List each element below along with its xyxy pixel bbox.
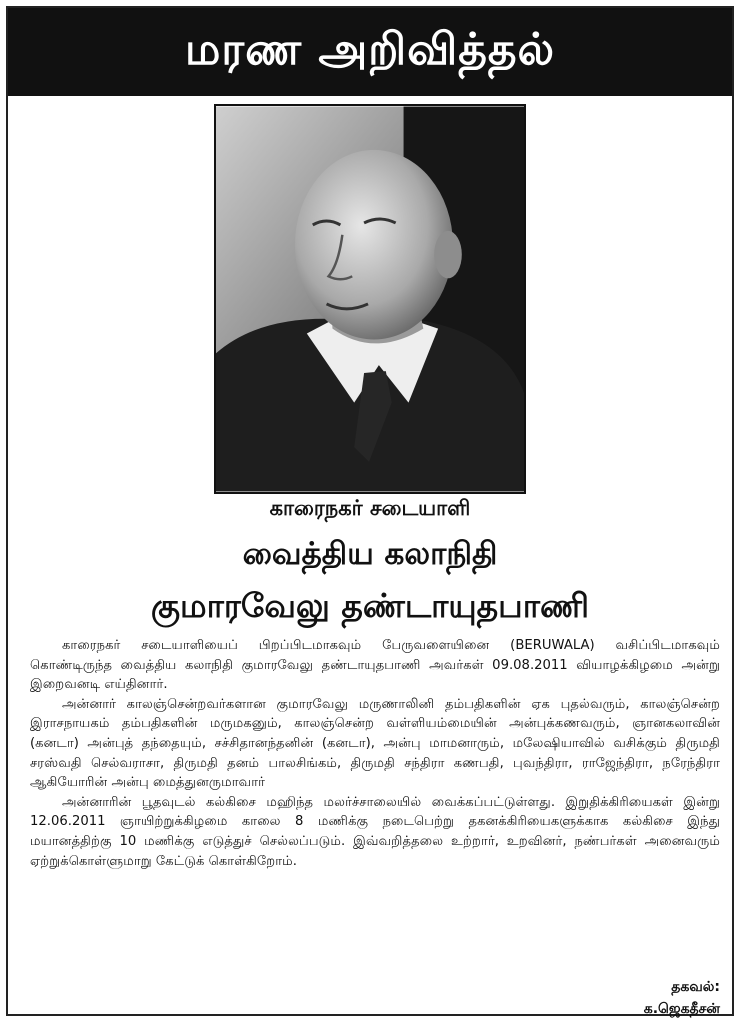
notice-body	[30, 636, 720, 871]
native-place: காரைநகர் சடையாளி	[269, 496, 471, 520]
signature-block	[644, 976, 720, 1020]
obituary-notice	[6, 6, 734, 1016]
portrait-image	[216, 106, 524, 492]
deceased-title: வைத்திய கலாநிதி	[242, 536, 498, 572]
body-paragraph: காரைநகர் சடையாளியைப் பிறப்பிடமாகவும் பேருவளையினை (BERUWALA) வசிப்பிடமாகவும் கொண்டிருந்த வைத்திய கலாநிதி குமாரவேலு தண்டாயுதபாணி அவர்கள் 09.08.2011 வியாழக்கிழமை அன்று இறைவனடி எய்தினார்.	[30, 638, 720, 693]
signature-label: தகவல்:	[671, 979, 720, 995]
portrait-photo	[214, 104, 526, 494]
body-paragraph: அன்னாரின் பூதவுடல் கல்கிசை மஹிந்த மலர்ச்சாலையில் வைக்கப்பட்டுள்ளது. இறுதிக்கிரியைகள் இன்று 12.06.2011 ஞாயிற்றுக்கிழமை காலை 8 மணிக்கு நடைபெற்று தகனக்கிரியைகளுக்காக கல்கிசை இந்து மயானத்திற்கு 10 மணிக்கு எடுத்துச் செல்லப்படும். இவ்வறித்தலை உற்றார், உறவினர், நண்பர்கள் அனைவரும் ஏற்றுக்கொள்ளுமாறு கேட்டுக் கொள்கிறோம்.	[30, 794, 720, 869]
notice-heading: மரண அறிவித்தல்	[8, 8, 732, 96]
deceased-name: குமாரவேலு தண்டாயுதபாணி	[150, 586, 590, 625]
signature-name: க.ஜெகதீசன்	[643, 1001, 720, 1017]
body-paragraph: அன்னார் காலஞ்சென்றவர்களான குமாரவேலு மருணாலினி தம்பதிகளின் ஏக புதல்வரும், காலஞ்சென்ற இராசநாயகம் தம்பதிகளின் மருமகனும், காலஞ்சென்ற வள்ளியம்மையின் அன்புக்கணவரும், ஞானகலாவின் (கனடா) அன்புத் தந்தையும், சச்சிதானந்தனின் (கனடா), அன்பு மாமனாரும், மலேஷியாவில் வசிக்கும் திருமதி சரஸ்வதி செல்வராசா, திருமதி தனம் பாலசிங்கம், திருமதி சந்திரா கணபதி, புவந்திரா, ராஜேந்திரா, நரேந்திரா ஆகியோரின் அன்பு மைத்துனருமாவார்	[30, 696, 720, 791]
